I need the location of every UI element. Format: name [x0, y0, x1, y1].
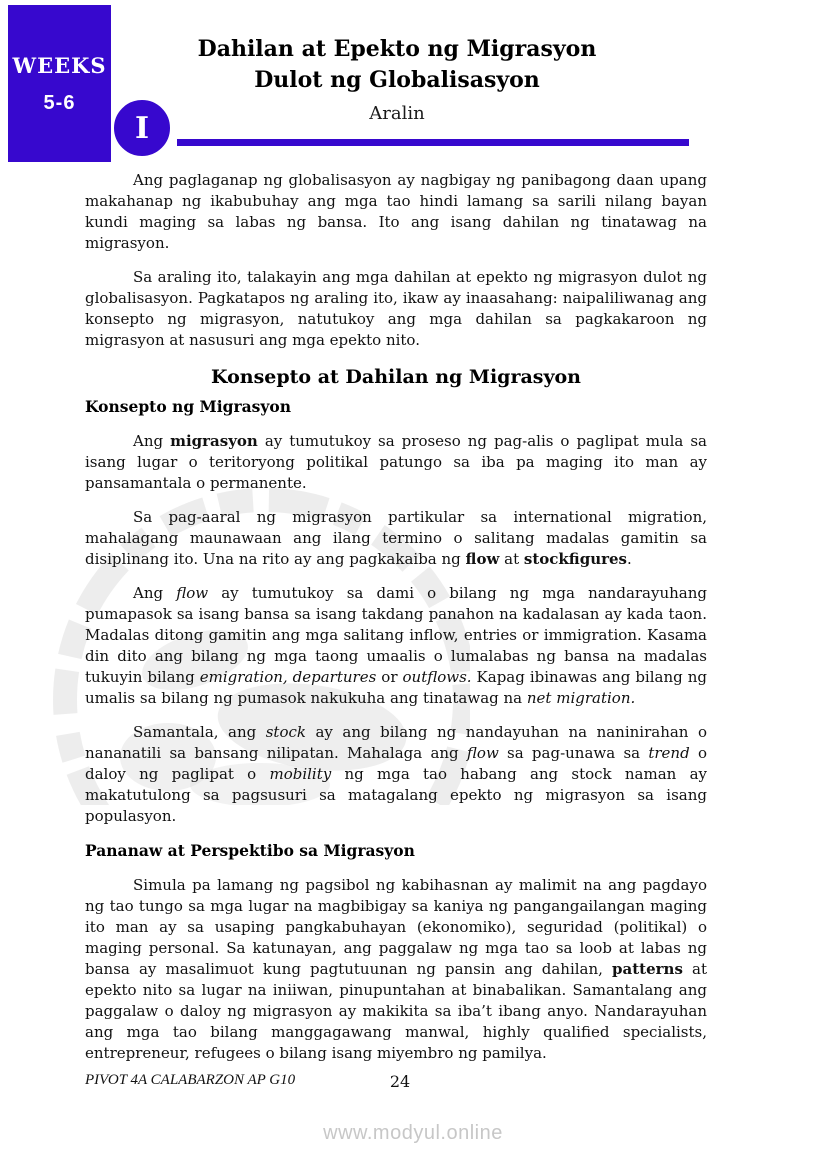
paragraph [85, 583, 707, 709]
title-block [150, 34, 644, 124]
footer-page-number: 24 [389, 1072, 411, 1091]
text-segment: flow [176, 584, 209, 602]
pananaw-paragraphs [85, 875, 707, 1064]
text-segment: Sa pag-aaral ng migrasyon partikular sa international migration, mahalagang maunawaan ang ilang termino o salitang madalas gamitin sa disiplinang ito. Una na rito ay ang pagkakaiba ng [85, 508, 707, 568]
subheading-pananaw: Pananaw at Perspektibo sa Migrasyon [85, 841, 415, 860]
text-segment: stockfigures [523, 550, 627, 568]
section-heading: Konsepto at Dahilan ng Migrasyon [211, 366, 581, 388]
text-segment: o daloy ng paglipat o [85, 744, 707, 783]
text-segment: net migration. [526, 689, 636, 707]
intro-paragraphs [85, 170, 707, 351]
text-segment: Kapag ibinawas ang bilang ng umalis sa bilang ng pumasok nakukuha ang tinatawag na [85, 668, 707, 707]
paragraph [85, 722, 707, 827]
site-watermark: www.modyul.online [323, 1122, 503, 1144]
weeks-range: 5-6 [43, 92, 76, 114]
page-footer [0, 1072, 826, 1096]
weeks-label: WEEKS [12, 53, 107, 78]
paragraph [85, 431, 707, 494]
text-segment: sa pag-unawa sa [498, 744, 649, 762]
text-segment: stock [265, 723, 306, 741]
text-segment: ay tumutukoy sa proseso ng pag-alis o paglipat mula sa isang lugar o teritoryong politikal patungo sa iba pa maging ito man ay pansamantala o permanente. [85, 432, 707, 492]
text-segment: flow [465, 550, 500, 568]
text-segment: or [376, 668, 403, 686]
text-segment: at epekto nito sa lugar na iniiwan, pinupuntahan at binabalikan. Samantalang ang paggalaw o daloy ng migrasyon ay makikita sa iba’t ibang anyo. Nandarayuhan ang mga tao bilang manggagawang manwal, highly qualified specialists, entrepreneur, refugees o bilang isang miyembro ng pamilya. [85, 960, 707, 1062]
footer-document-label: PIVOT 4A CALABARZON AP G10 [85, 1072, 296, 1088]
text-segment: flow [466, 744, 499, 762]
page-title-line2: Dulot ng Globalisasyon [254, 67, 540, 93]
text-segment: Simula pa lamang ng pagsibol ng kabihasnan ay malimit na ang pagdayo ng tao tungo sa mga lugar na magbibigay sa kaniya ng pangangailangan maging ito man ay sa usaping pangkabuhayan (ekonomiko), seguridad (politikal) o maging personal. Sa katunayan, ang paggalaw ng mga tao sa loob at labas ng bansa ay masalimuot kung pagtutuunan ng pansin ang dahilan, [85, 876, 707, 978]
konsepto-paragraphs [85, 431, 707, 827]
text-segment: Sa araling ito, talakayin ang mga dahilan at epekto ng migrasyon dulot ng globalisasyon. Pagkatapos ng araling ito, ikaw ay inaasahang: naipaliliwanag ang konsepto ng migrasyon, natutukoy ang mga dahilan sa pagkakaroon ng migrasyon at nasusuri ang mga epekto nito. [85, 268, 707, 349]
text-segment: Ang [133, 432, 171, 450]
weeks-badge [8, 5, 111, 162]
text-segment: Ang paglaganap ng globalisasyon ay nagbigay ng panibagong daan upang makahanap ng ikabubuhay ang mga tao hindi lamang sa sarili nilang bayan kundi maging sa labas ng bansa. Ito ang isang dahilan ng tinatawag na migrasyon. [85, 171, 707, 252]
text-segment: emigration, departures [199, 668, 377, 686]
paragraph [85, 170, 707, 254]
accent-rule [177, 139, 689, 146]
paragraph [85, 875, 707, 1064]
lesson-number-badge: I [111, 97, 173, 159]
text-segment: trend [648, 744, 690, 762]
text-segment: ay ang bilang ng nandayuhan na naninirahan o nananatili sa bansang nilipatan. Mahalaga ang [85, 723, 707, 762]
text-segment: Ang [133, 584, 177, 602]
page-title-line1: Dahilan at Epekto ng Migrasyon [197, 36, 597, 62]
text-segment: ay tumutukoy sa dami o bilang ng mga nandarayuhang pumapasok sa isang bansa sa isang takdang panahon na kadalasan ay kada taon. Madalas ditong gamitin ang mga salitang inflow, entries or immigration. Kasama din dito ang bilang ng mga taong umaalis o lumalabas ng bansa na madalas tukuyin bilang [85, 584, 707, 686]
text-segment: . [627, 550, 632, 568]
paragraph [85, 267, 707, 351]
text-segment: mobility [269, 765, 332, 783]
paragraph [85, 507, 707, 570]
page-title [150, 34, 644, 96]
text-segment: patterns [612, 960, 683, 978]
text-segment: Samantala, ang [133, 723, 266, 741]
document-body [85, 170, 707, 1077]
text-segment: ng mga tao habang ang stock naman ay makatutulong sa pagsusuri sa matagalang epekto ng migrasyon sa isang populasyon. [85, 765, 707, 825]
subheading-konsepto: Konsepto ng Migrasyon [85, 397, 291, 416]
text-segment: at [499, 550, 524, 568]
lesson-subtitle: Aralin [369, 103, 425, 124]
text-segment: migrasyon [170, 432, 258, 450]
text-segment: outflows. [402, 668, 472, 686]
